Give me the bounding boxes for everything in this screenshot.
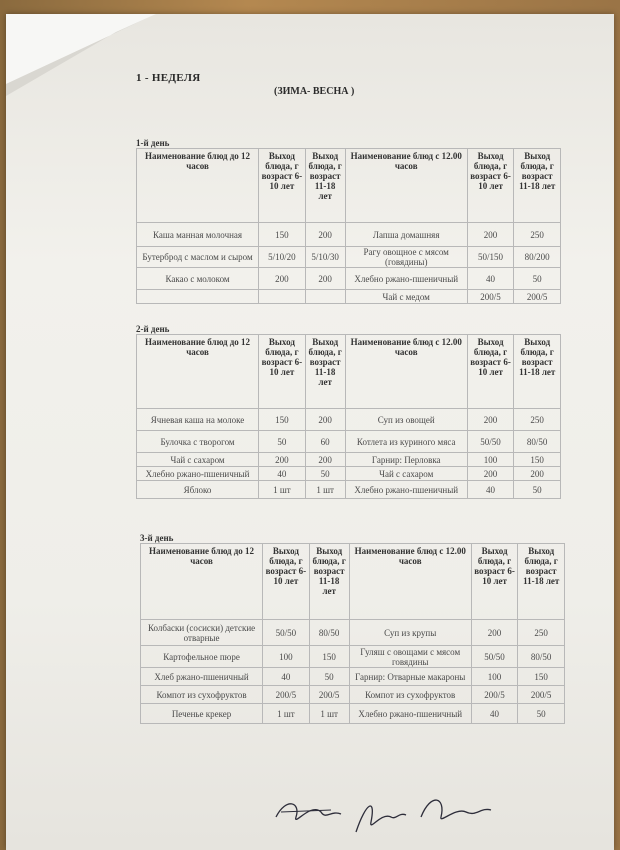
table-row (141, 704, 565, 724)
cell-dish-am: Хлебно ржано-пшеничный (137, 467, 259, 481)
table-row (141, 668, 565, 686)
cell-b2: 250 (514, 409, 561, 431)
cell-dish-pm: Гарнир: Перловка (345, 453, 467, 467)
table-row (137, 268, 561, 290)
table-row (137, 431, 561, 453)
cell-dish-pm: Хлебно ржано-пшеничный (345, 268, 467, 290)
cell-b1: 200 (467, 409, 514, 431)
cell-b1: 200 (467, 467, 514, 481)
cell-dish-pm: Хлебно ржано-пшеничный (345, 481, 467, 499)
cell-dish-pm: Хлебно ржано-пшеничный (349, 704, 471, 724)
cell-a2: 150 (309, 646, 349, 668)
cell-a1: 40 (259, 467, 306, 481)
cell-dish-pm: Гарнир: Отварные макароны (349, 668, 471, 686)
cell-b2: 50 (518, 704, 565, 724)
cell-dish-am (137, 290, 259, 304)
cell-a1: 100 (263, 646, 310, 668)
cell-a2: 80/50 (309, 620, 349, 646)
cell-dish-am: Каша манная молочная (137, 223, 259, 247)
header-out-6-10-b: Выход блюда, г возраст 6-10 лет (471, 544, 518, 620)
cell-dish-pm: Лапша домашняя (345, 223, 467, 247)
header-dish-pm: Наименование блюд с 12.00 часов (345, 149, 467, 223)
cell-a1: 200 (259, 268, 306, 290)
header-out-11-18-a: Выход блюда, г возраст 11-18 лет (305, 149, 345, 223)
cell-dish-am: Ячневая каша на молоке (137, 409, 259, 431)
cell-dish-am: Колбаски (сосиски) детские отварные (141, 620, 263, 646)
cell-a1: 40 (263, 668, 310, 686)
cell-a1: 1 шт (259, 481, 306, 499)
cell-b2: 150 (518, 668, 565, 686)
signatures (271, 782, 501, 842)
folded-corner (6, 14, 156, 104)
cell-b2: 200 (514, 467, 561, 481)
cell-b1: 100 (467, 453, 514, 467)
cell-dish-am: Булочка с творогом (137, 431, 259, 453)
table-row (137, 481, 561, 499)
cell-b2: 80/50 (518, 646, 565, 668)
table-header-row (137, 149, 561, 223)
table-row (137, 453, 561, 467)
cell-a1 (259, 290, 306, 304)
header-dish-am: Наименование блюд до 12 часов (137, 149, 259, 223)
cell-a2: 200 (305, 223, 345, 247)
menu-table-day-2 (136, 334, 561, 499)
cell-a1: 200/5 (263, 686, 310, 704)
cell-b1: 40 (467, 481, 514, 499)
cell-a2: 200/5 (309, 686, 349, 704)
document-page (6, 14, 614, 850)
table-header-row (141, 544, 565, 620)
cell-b1: 100 (471, 668, 518, 686)
header-dish-am: Наименование блюд до 12 часов (137, 335, 259, 409)
header-out-6-10-a: Выход блюда, г возраст 6-10 лет (263, 544, 310, 620)
cell-a2: 200 (305, 268, 345, 290)
cell-dish-pm: Суп из овощей (345, 409, 467, 431)
header-out-11-18-b: Выход блюда, г возраст 11-18 лет (518, 544, 565, 620)
cell-a2 (305, 290, 345, 304)
cell-a2: 50 (309, 668, 349, 686)
cell-b1: 200 (471, 620, 518, 646)
cell-b2: 50 (514, 268, 561, 290)
cell-dish-pm: Чай с медом (345, 290, 467, 304)
cell-b2: 200/5 (518, 686, 565, 704)
cell-b2: 80/200 (514, 247, 561, 268)
cell-b1: 50/50 (467, 431, 514, 453)
table-row (141, 686, 565, 704)
cell-a1: 1 шт (263, 704, 310, 724)
cell-b2: 80/50 (514, 431, 561, 453)
cell-dish-pm: Суп из крупы (349, 620, 471, 646)
cell-b1: 40 (471, 704, 518, 724)
cell-b1: 50/150 (467, 247, 514, 268)
cell-dish-pm: Котлета из куриного мяса (345, 431, 467, 453)
cell-a2: 1 шт (305, 481, 345, 499)
cell-a2: 5/10/30 (305, 247, 345, 268)
cell-b2: 200/5 (514, 290, 561, 304)
table-row (137, 409, 561, 431)
cell-b1: 40 (467, 268, 514, 290)
week-title: 1 - НЕДЕЛЯ (136, 72, 201, 84)
table-row (137, 223, 561, 247)
cell-b2: 250 (514, 223, 561, 247)
cell-b2: 50 (514, 481, 561, 499)
cell-b2: 150 (514, 453, 561, 467)
header-out-11-18-a: Выход блюда, г возраст 11-18 лет (309, 544, 349, 620)
header-out-11-18-b: Выход блюда, г возраст 11-18 лет (514, 335, 561, 409)
header-out-6-10-b: Выход блюда, г возраст 6-10 лет (467, 149, 514, 223)
cell-dish-am: Компот из сухофруктов (141, 686, 263, 704)
season-title: (ЗИМА- ВЕСНА ) (274, 86, 355, 97)
cell-dish-am: Хлеб ржано-пшеничный (141, 668, 263, 686)
day-label-1: 1-й день (136, 138, 170, 148)
table-row (137, 247, 561, 268)
table-header-row (137, 335, 561, 409)
cell-dish-am: Бутерброд с маслом и сыром (137, 247, 259, 268)
cell-a1: 5/10/20 (259, 247, 306, 268)
cell-a1: 200 (259, 453, 306, 467)
day-label-3: 3-й день (140, 533, 174, 543)
table-row (137, 290, 561, 304)
cell-a2: 60 (305, 431, 345, 453)
cell-b1: 200 (467, 223, 514, 247)
menu-table-day-3 (140, 543, 565, 724)
header-out-6-10-b: Выход блюда, г возраст 6-10 лет (467, 335, 514, 409)
header-out-6-10-a: Выход блюда, г возраст 6-10 лет (259, 149, 306, 223)
cell-dish-am: Яблоко (137, 481, 259, 499)
cell-b2: 250 (518, 620, 565, 646)
header-dish-am: Наименование блюд до 12 часов (141, 544, 263, 620)
cell-b1: 50/50 (471, 646, 518, 668)
cell-a2: 200 (305, 409, 345, 431)
cell-a2: 200 (305, 453, 345, 467)
cell-a1: 50/50 (263, 620, 310, 646)
cell-a2: 1 шт (309, 704, 349, 724)
cell-dish-am: Какао с молоком (137, 268, 259, 290)
table-row (141, 646, 565, 668)
cell-b1: 200/5 (467, 290, 514, 304)
cell-a1: 150 (259, 223, 306, 247)
cell-dish-pm: Рагу овощное с мясом (говядины) (345, 247, 467, 268)
cell-a1: 150 (259, 409, 306, 431)
menu-table-day-1 (136, 148, 561, 304)
header-dish-pm: Наименование блюд с 12.00 часов (349, 544, 471, 620)
cell-dish-pm: Компот из сухофруктов (349, 686, 471, 704)
cell-dish-pm: Гуляш с овощами с мясом говядины (349, 646, 471, 668)
table-row (137, 467, 561, 481)
header-dish-pm: Наименование блюд с 12.00 часов (345, 335, 467, 409)
header-out-11-18-b: Выход блюда, г возраст 11-18 лет (514, 149, 561, 223)
table-row (141, 620, 565, 646)
day-label-2: 2-й день (136, 324, 170, 334)
cell-a2: 50 (305, 467, 345, 481)
cell-dish-am: Чай с сахаром (137, 453, 259, 467)
cell-b1: 200/5 (471, 686, 518, 704)
cell-dish-pm: Чай с сахаром (345, 467, 467, 481)
cell-dish-am: Картофельное пюре (141, 646, 263, 668)
cell-dish-am: Печенье крекер (141, 704, 263, 724)
cell-a1: 50 (259, 431, 306, 453)
header-out-11-18-a: Выход блюда, г возраст 11-18 лет (305, 335, 345, 409)
header-out-6-10-a: Выход блюда, г возраст 6-10 лет (259, 335, 306, 409)
